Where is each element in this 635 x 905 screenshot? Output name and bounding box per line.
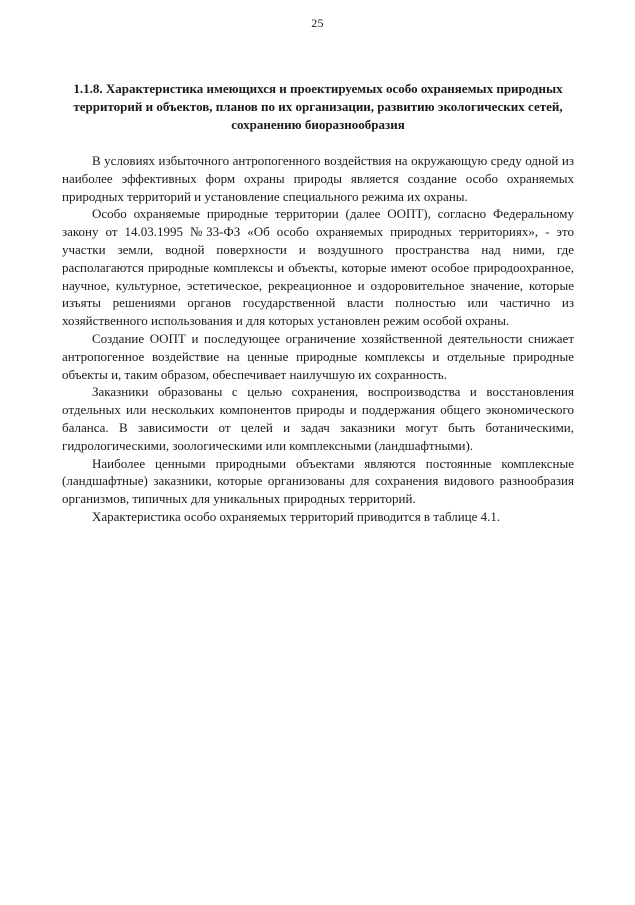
paragraph-valuable-objects: Наиболее ценными природными объектами являются постоянные комплексные (ландшафтные) заказники, которые организованы для сохранения видового разнообразия организмов, типичных для уникальных природных территорий. [62,455,574,507]
page-number: 25 [311,16,324,30]
body-text [62,152,574,526]
paragraph-table-reference: Характеристика особо охраняемых территорий приводится в таблице 4.1. [92,508,501,524]
paragraph-reserves: Заказники образованы с целью сохранения, воспроизводства и восстановления отдельных или нескольких компонентов природы и поддержания общего экономического баланса. В зависимости от целей и задач заказники могут быть ботаническими, гидрологическими, зоологическими или комплексными (ландшафтными). [62,384,574,453]
paragraph-definition: Особо охраняемые природные территории (далее ООПТ), согласно Федеральному закону от 14.03.1995 №33-ФЗ «Об особо охраняемых природных территориях», - это участки земли, водной поверхности и воздушного пространства над ними, где располагаются природные комплексы и объекты, которые имеют особое природоохранное, научное, культурное, эстетическое, рекреационное и оздоровительное значение, которые изъяты решениями органов государственной власти полностью или частично из хозяйственного использования и для которых установлен режим особой охраны. [62,206,574,329]
paragraph-intro: В условиях избыточного антропогенного воздействия на окружающую среду одной из наиболее эффективных форм охраны природы является создание особо охраняемых природных территорий и установление специального режима их охраны. [62,153,574,204]
paragraph-creation: Создание ООПТ и последующее ограничение хозяйственной деятельности снижает антропогенное воздействие на ценные природные комплексы и отдельные природные объекты и, таким образом, обеспечивает наилучшую их сохранность. [62,330,574,382]
section-heading: 1.1.8. Характеристика имеющихся и проектируемых особо охраняемых природных территорий и объектов, планов по их организации, развитию экологических сетей, сохранению биоразнообразия [73,81,563,132]
